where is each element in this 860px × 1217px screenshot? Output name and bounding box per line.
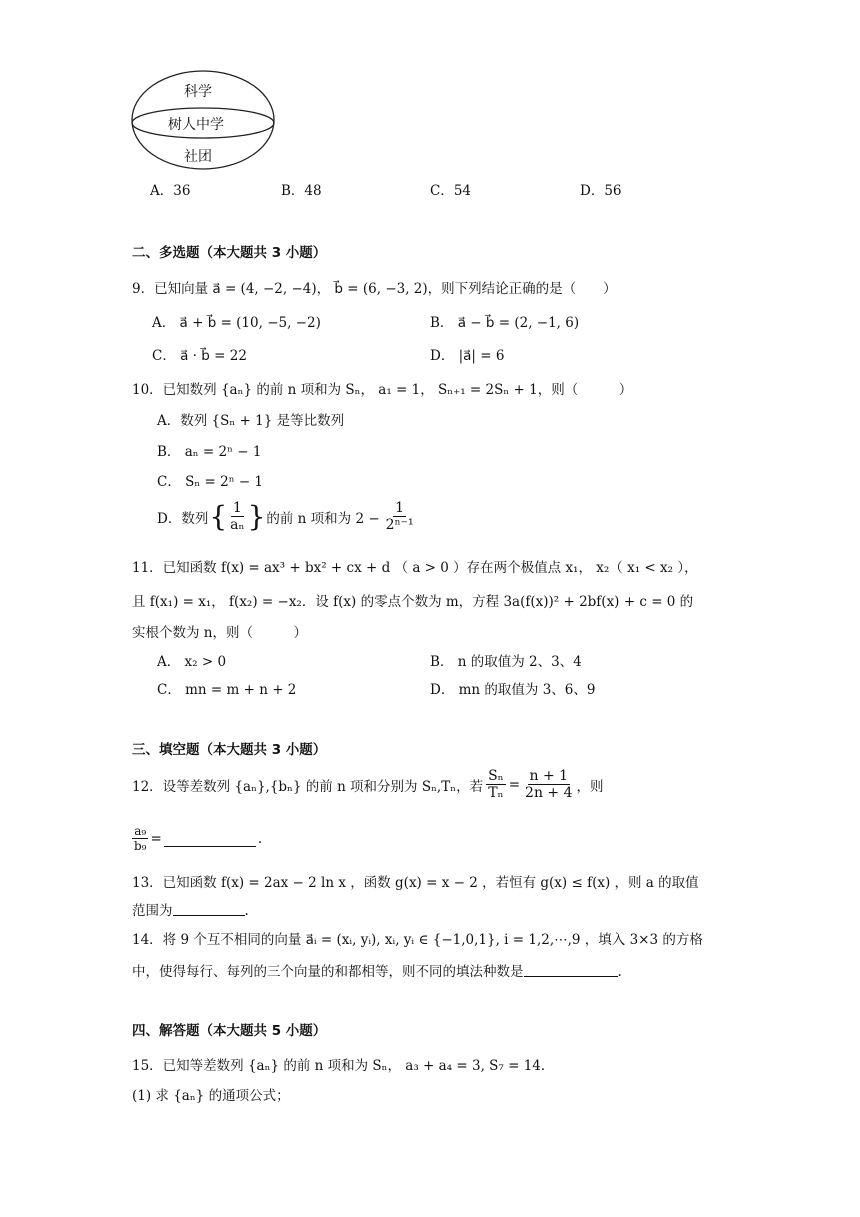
q14-answer-blank[interactable] <box>524 974 618 977</box>
section-heading-fill-in: 三、填空题（本大题共 3 小题） <box>132 742 327 758</box>
q12-frac2-den: 2n + 4 <box>525 785 573 801</box>
q8-option-c: C．54 <box>430 183 472 199</box>
q10-d-frac1-den: aₙ <box>230 517 245 533</box>
q12-frac1-den: Tₙ <box>488 785 504 801</box>
q14-line2-end: . <box>617 964 622 980</box>
q9-option-c: C． a⃗ · b⃗ = 22 <box>152 348 247 364</box>
q14-line2-text: 中，使得每行、每列的三个向量的和都相等，则不同的填法种数是 <box>132 964 524 980</box>
q12-line2-end: . <box>257 830 263 847</box>
q11-option-c: C． mn = m + n + 2 <box>157 682 297 698</box>
q10-d-bracket-left: { <box>209 499 228 533</box>
q11-line-2: 且 f(x₁) = x₁， f(x₂) = −x₂．设 f(x) 的零点个数为 m，方程 3a(f(x))² + 2bf(x) + c = 0 的 <box>132 594 694 610</box>
q8-option-a: A．36 <box>150 183 191 199</box>
q13-answer-blank[interactable] <box>173 913 245 916</box>
q13-line-2 <box>132 899 249 919</box>
q14-line-2 <box>132 960 622 980</box>
q10-d-frac2-den: 2ⁿ⁻¹ <box>385 517 414 533</box>
q9-option-b: B． a⃗ − b⃗ = (2, −1, 6) <box>430 315 580 331</box>
q10-option-a: A．数列 {Sₙ + 1} 是等比数列 <box>157 413 345 429</box>
q12-frac2-num: n + 1 <box>529 768 569 784</box>
q11-option-a: A． x₂ > 0 <box>157 654 227 670</box>
q9-option-a: A． a⃗ + b⃗ = (10, −5, −2) <box>152 315 321 331</box>
q10-d-mid: 的前 n 项和为 2 − <box>266 510 380 527</box>
q10-d-fraction-2 <box>384 500 416 533</box>
q10-d-frac1-num: 1 <box>232 500 242 516</box>
q11-option-d: D． mn 的取值为 3、6、9 <box>430 682 596 698</box>
q8-option-b: B．48 <box>281 183 322 199</box>
q10-d-bracket-right: } <box>247 499 266 533</box>
q10-d-frac2-num: 1 <box>395 500 405 516</box>
q15-stem: 15．已知等差数列 {aₙ} 的前 n 项和为 Sₙ， a₃ + a₄ = 3, S₇ = 14． <box>132 1058 555 1074</box>
diagram-label-middle: 树人中学 <box>168 117 224 133</box>
q11-option-b: B． n 的取值为 2、3、4 <box>430 654 582 670</box>
q12-prefix: 12．设等差数列 {aₙ},{bₙ} 的前 n 项和分别为 Sₙ,Tₙ，若 <box>132 778 484 795</box>
q15-part-1: (1) 求 {aₙ} 的通项公式； <box>132 1088 290 1104</box>
q11-line-1: 11．已知函数 f(x) = ax³ + bx² + cx + d （ a > 0 ）存在两个极值点 x₁， x₂（ x₁ < x₂ ）， <box>132 560 698 576</box>
circle-diagram <box>128 68 278 172</box>
section-heading-solutions: 四、解答题（本大题共 5 小题） <box>132 1023 327 1039</box>
q12-frac3-num: a₉ <box>134 824 147 838</box>
q13-line2-end: . <box>244 903 249 919</box>
section-heading-multiple-choice: 二、多选题（本大题共 3 小题） <box>132 245 327 261</box>
q12-suffix: ，则 <box>576 778 604 795</box>
q12-frac3-den: b₉ <box>134 839 147 853</box>
q10-option-b: B． aₙ = 2ⁿ − 1 <box>157 444 262 460</box>
q10-stem: 10．已知数列 {aₙ} 的前 n 项和为 Sₙ， a₁ = 1， Sₙ₊₁ = 2Sₙ + 1，则（ ） <box>132 382 633 398</box>
q12-fraction-st <box>486 768 506 801</box>
q12-line-1 <box>132 768 604 801</box>
q12-fraction-ab <box>132 824 149 853</box>
q11-line-3: 实根个数为 n，则（ ） <box>132 625 307 641</box>
q12-frac1-num: Sₙ <box>488 768 504 784</box>
q12-equals: = <box>508 776 521 793</box>
q14-line-1: 14．将 9 个互不相同的向量 a⃗ᵢ = (xᵢ, yᵢ), xᵢ, yᵢ ∈ {−1,0,1}, i = 1,2,⋯,9 ，填入 3×3 的方格 <box>132 932 703 948</box>
q9-option-d: D． |a⃗| = 6 <box>430 348 505 364</box>
q12-answer-blank[interactable] <box>164 844 256 847</box>
q10-option-d <box>157 500 416 533</box>
q10-d-prefix: D．数列 <box>157 510 209 527</box>
diagram-label-top: 科学 <box>184 84 212 100</box>
q8-option-d: D．56 <box>580 183 622 199</box>
q12-fraction-n <box>523 768 574 801</box>
q13-line2-text: 范围为 <box>132 903 173 919</box>
q10-option-c: C． Sₙ = 2ⁿ − 1 <box>157 474 264 490</box>
q10-d-fraction-1 <box>228 500 246 533</box>
q12-line-2 <box>132 824 262 853</box>
q13-line-1: 13．已知函数 f(x) = 2ax − 2 ln x ，函数 g(x) = x − 2 ，若恒有 g(x) ≤ f(x) ，则 a 的取值 <box>132 875 699 891</box>
q12-line2-equals: = <box>150 830 162 847</box>
q9-stem: 9．已知向量 a⃗ = (4, −2, −4)， b⃗ = (6, −3, 2)，则下列结论正确的是（ ） <box>132 281 617 297</box>
diagram-label-bottom: 社团 <box>184 149 212 165</box>
